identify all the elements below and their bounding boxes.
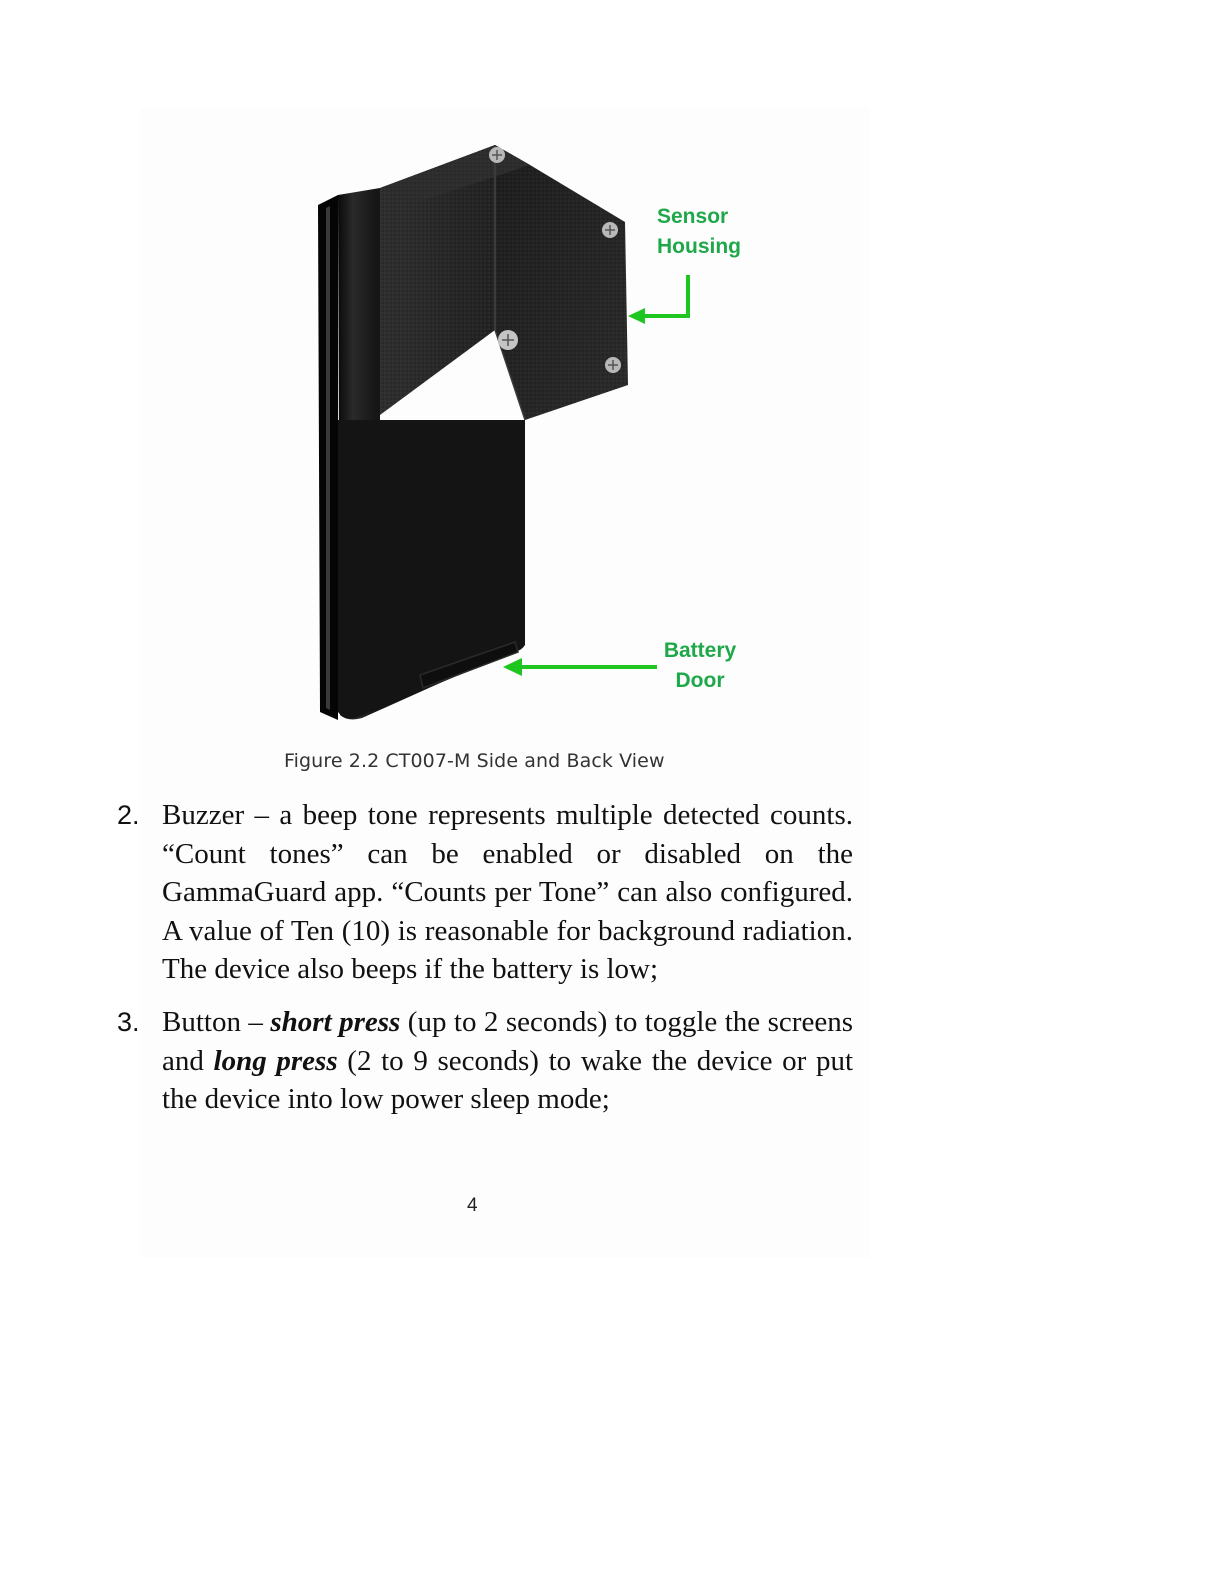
screw-icon (602, 222, 618, 238)
page-number: 4 (467, 1195, 478, 1216)
text-run: (2 to 9 seconds) to wake the device or put the device into low power sleep mode; (162, 1044, 853, 1116)
list-item (117, 1003, 853, 1119)
screw-icon (489, 147, 505, 163)
screw-icon (605, 357, 621, 373)
battery-label-line1: Battery (663, 639, 737, 662)
sensor-label-line2: Housing (657, 235, 741, 258)
list-item-number: 3. (117, 1006, 140, 1037)
emphasis-text: short press (270, 1005, 401, 1038)
list-item (117, 796, 853, 989)
screw-icon (498, 330, 518, 350)
sensor-label-line1: Sensor (657, 205, 729, 228)
list-item-text (162, 1003, 853, 1119)
text-run: Buzzer – a beep tone represents multiple detected counts. “Count tones” can be enabled or disabled on the GammaGuard app. “Counts per Tone” can also configured. A value of Ten (10) is reasonable for background radiation. The device also beeps if the battery is low; (162, 799, 853, 986)
battery-arrow-icon (503, 658, 657, 676)
sensor-housing-label (657, 202, 747, 262)
text-run: (up to 2 seconds) to toggle the screens and (162, 1005, 853, 1077)
figure-caption: Figure 2.2 CT007-M Side and Back View (284, 750, 665, 772)
feature-list (117, 796, 853, 1133)
list-item-number: 2. (117, 800, 140, 830)
battery-door-label (650, 636, 750, 696)
battery-label-line2: Door (675, 669, 725, 692)
list-item-text (162, 796, 853, 989)
emphasis-text: long press (213, 1044, 338, 1077)
sensor-arrow-icon (628, 275, 688, 324)
text-run: Button – (162, 1005, 271, 1038)
